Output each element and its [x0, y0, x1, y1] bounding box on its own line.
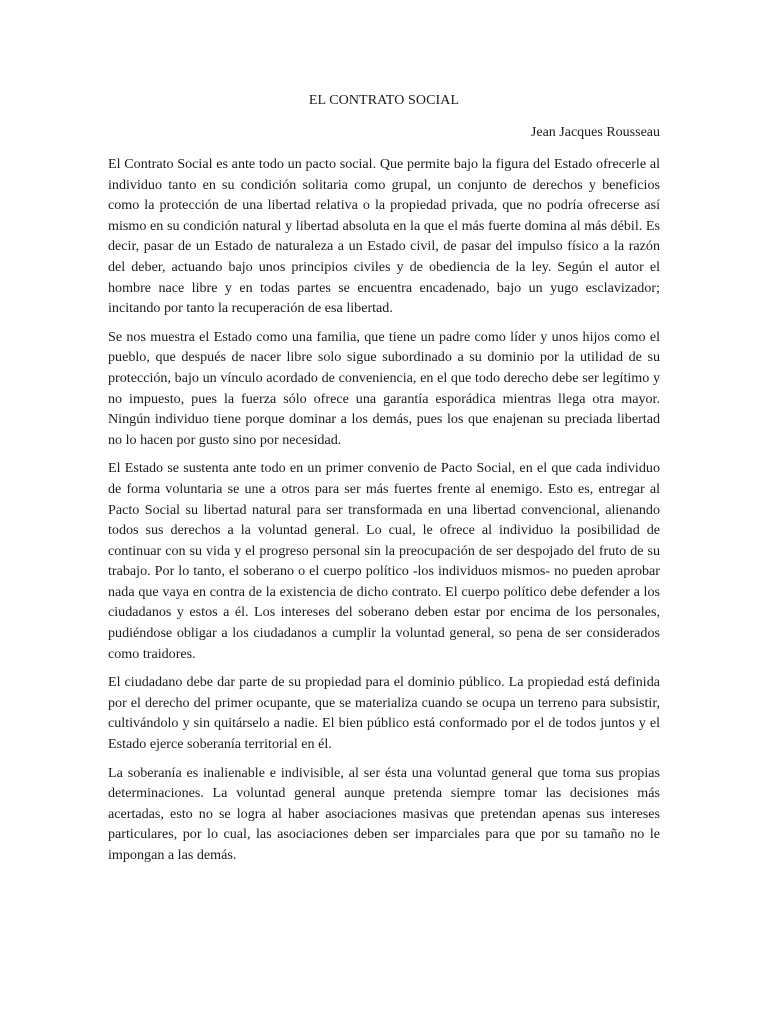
document-title: EL CONTRATO SOCIAL	[308, 93, 460, 108]
paragraph-5: La soberanía es inalienable e indivisible, al ser ésta una voluntad general que toma sus propias determinaciones. La voluntad general aunque pretenda siempre tomar las decisiones más acertadas, esto no se logra al haber asociaciones masivas que pretendan apenas sus intereses particulares, por lo cual, las asociaciones deben ser imparciales para que por su tamaño no le impongan a las demás.	[108, 764, 660, 863]
document-author: Jean Jacques Rousseau	[530, 125, 660, 140]
paragraph-1: El Contrato Social es ante todo un pacto social. Que permite bajo la figura del Estado ofrecerle al individuo tanto en su condición solitaria como grupal, un conjunto de derechos y beneficios como la protección de una libertad relativa o la propiedad privada, que no podría ofrecerse así mismo en su condición natural y libertad absoluta en la que el más fuerte domina al más débil. Es decir, pasar de un Estado de naturaleza a un Estado civil, de pasar del impulso físico a la razón del deber, actuando bajo unos principios civiles y de obediencia de la ley. Según el autor el hombre nace libre y en todas partes se encuentra encadenado, bajo un yugo esclavizador; incitando por tanto la recuperación de esa libertad.	[108, 156, 660, 317]
paragraph-4: El ciudadano debe dar parte de su propiedad para el dominio público. La propiedad está definida por el derecho del primer ocupante, que se materializa cuando se ocupa un terreno para subsistir, cultivándolo y sin quitárselo a nadie. El bien público está conformado por el de todos juntos y el Estado ejerce soberanía territorial en él.	[108, 674, 660, 753]
paragraph-2: Se nos muestra el Estado como una familia, que tiene un padre como líder y unos hijos como el pueblo, que después de nacer libre solo sigue subordinado a su dominio por la utilidad de su protección, bajo un vínculo acordado de conveniencia, en el que todo derecho debe ser legítimo y no impuesto, pues la fuerza sólo ofrece una garantía esporádica mientras llega otra mayor. Ningún individuo tiene porque dominar a los demás, pues los que enajenan su preciada libertad no lo hacen por gusto sino por necesidad.	[108, 328, 660, 448]
paragraph-3: El Estado se sustenta ante todo en un primer convenio de Pacto Social, en el que cada individuo de forma voluntaria se une a otros para ser más fuertes frente al enemigo. Esto es, entregar al Pacto Social su libertad natural para ser transformada en una libertad convencional, alienando todos sus derechos a la voluntad general. Lo cual, le ofrece al individuo la posibilidad de continuar con su vida y el progreso personal sin la preocupación de ser despojado del fruto de su trabajo. Por lo tanto, el soberano o el cuerpo político -los individuos mismos- no pueden aprobar nada que vaya en contra de la existencia de dicho contrato. El cuerpo político debe defender a los ciudadanos y estos a él. Los intereses del soberano deben estar por encima de los personales, pudiéndose obligar a los ciudadanos a cumplir la voluntad general, so pena de ser considerados como traidores.	[108, 460, 660, 662]
document-body	[108, 90, 660, 874]
